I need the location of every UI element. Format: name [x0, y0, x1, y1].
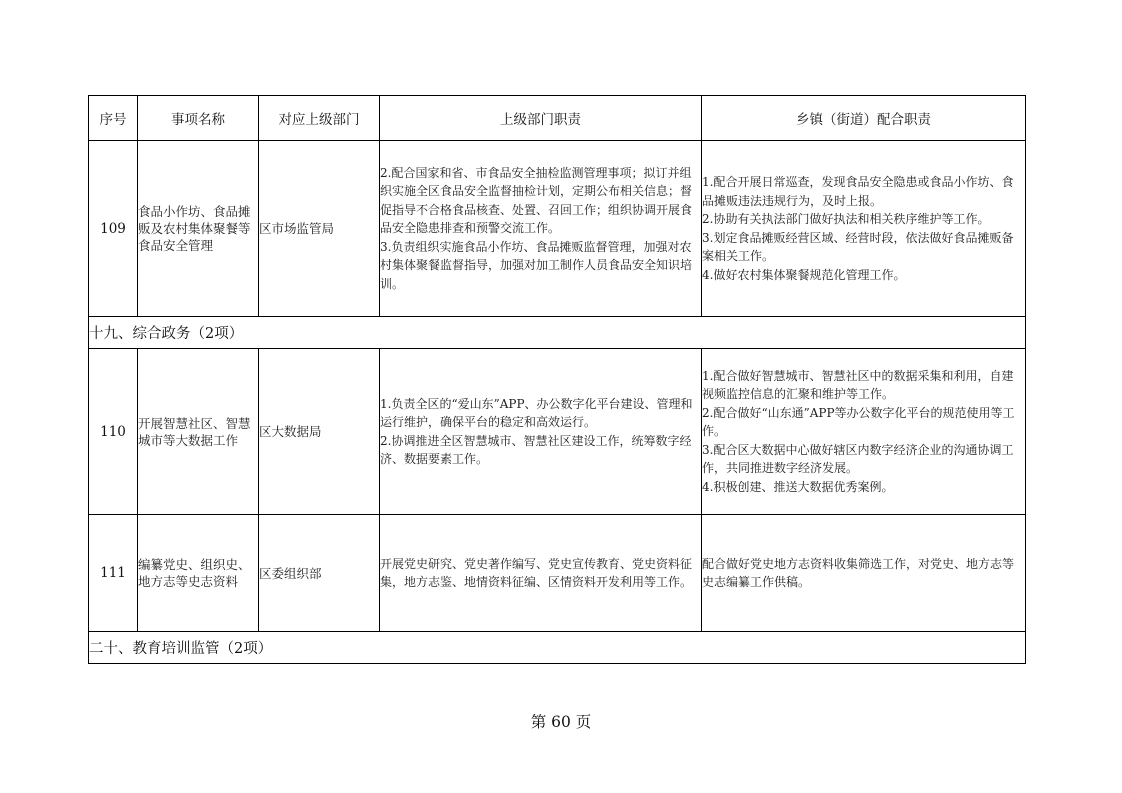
superior-duties-line: 3.负责组织实施食品小作坊、食品摊贩监督管理，加强对农村集体聚餐监督指导，加强对加工制作人员食品安全知识培训。 — [380, 239, 693, 291]
table-row — [89, 515, 1026, 632]
department: 区大数据局 — [259, 349, 380, 515]
superior-duties-line: 2.协调推进全区智慧城市、智慧社区建设工作，统筹数字经济、数据要素工作。 — [380, 433, 692, 466]
table-row — [89, 141, 1026, 317]
township-duties-line: 2.配合做好“山东通”APP等办公数字化平台的规范使用等工作。 — [702, 405, 1015, 439]
township-duties-line: 1.配合开展日常巡查，发现食品安全隐患或食品小作坊、食品摊贩违法违规行为，及时上报。 — [702, 175, 1014, 208]
header-no: 序号 — [89, 96, 138, 141]
header-township-duties: 乡镇（街道）配合职责 — [702, 96, 1026, 141]
township-duties-line: 配合做好党史地方志资料收集筛选工作，对党史、地方志等史志编纂工作供稿。 — [702, 556, 1015, 589]
superior-duties — [380, 141, 702, 317]
department: 区市场监管局 — [259, 141, 380, 317]
township-duties-line: 3.划定食品摊贩经营区域、经营时段，依法做好食品摊贩备案相关工作。 — [702, 230, 1014, 263]
section-title: 二十、教育培训监管（2项） — [89, 632, 1026, 664]
superior-duties — [380, 349, 702, 515]
table-header-row — [89, 96, 1026, 141]
item-name: 开展智慧社区、智慧城市等大数据工作 — [138, 349, 259, 515]
superior-duties-line: 开展党史研究、党史著作编写、党史宣传教育、党史资料征集，地方志鉴、地情资料征编、区情资料开发利用等工作。 — [380, 556, 693, 589]
item-name: 食品小作坊、食品摊贩及农村集体聚餐等食品安全管理 — [138, 141, 259, 317]
header-superior-duties: 上级部门职责 — [380, 96, 702, 141]
duty-table — [88, 95, 1026, 664]
superior-duties-line: 1.负责全区的“爱山东”APP、办公数字化平台建设、管理和运行维护，确保平台的稳定和高效运行。 — [380, 396, 693, 429]
row-number: 109 — [89, 141, 138, 317]
item-name: 编纂党史、组织史、地方志等史志资料 — [138, 515, 259, 632]
superior-duties-line: 2.配合国家和省、市食品安全抽检监测管理事项；拟订并组织实施全区食品安全监督抽检计划，定期公布相关信息；督促指导不合格食品核查、处置、召回工作；组织协调开展食品安全隐患排查和预警交流工作。 — [380, 165, 693, 236]
table-row — [89, 349, 1026, 515]
page-number: 第 60 页 — [530, 713, 592, 731]
department: 区委组织部 — [259, 515, 380, 632]
township-duties — [702, 515, 1026, 632]
section-title: 十九、综合政务（2项） — [89, 317, 1026, 349]
township-duties-line: 1.配合做好智慧城市、智慧社区中的数据采集和利用，自建视频监控信息的汇聚和维护等工作。 — [702, 368, 1014, 402]
township-duties — [702, 349, 1026, 515]
township-duties-line: 4.积极创建、推送大数据优秀案例。 — [702, 479, 894, 494]
header-item-name: 事项名称 — [138, 96, 259, 141]
township-duties-line: 2.协助有关执法部门做好执法和相关秩序维护等工作。 — [702, 212, 990, 226]
township-duties — [702, 141, 1026, 317]
header-department: 对应上级部门 — [259, 96, 380, 141]
row-number: 110 — [89, 349, 138, 515]
township-duties-line: 3.配合区大数据中心做好辖区内数字经济企业的沟通协调工作，共同推进数字经济发展。 — [702, 442, 1014, 476]
township-duties-line: 4.做好农村集体聚餐规范化管理工作。 — [702, 267, 906, 282]
superior-duties — [380, 515, 702, 632]
section-header-row — [89, 632, 1026, 664]
section-header-row — [89, 317, 1026, 349]
row-number: 111 — [89, 515, 138, 632]
